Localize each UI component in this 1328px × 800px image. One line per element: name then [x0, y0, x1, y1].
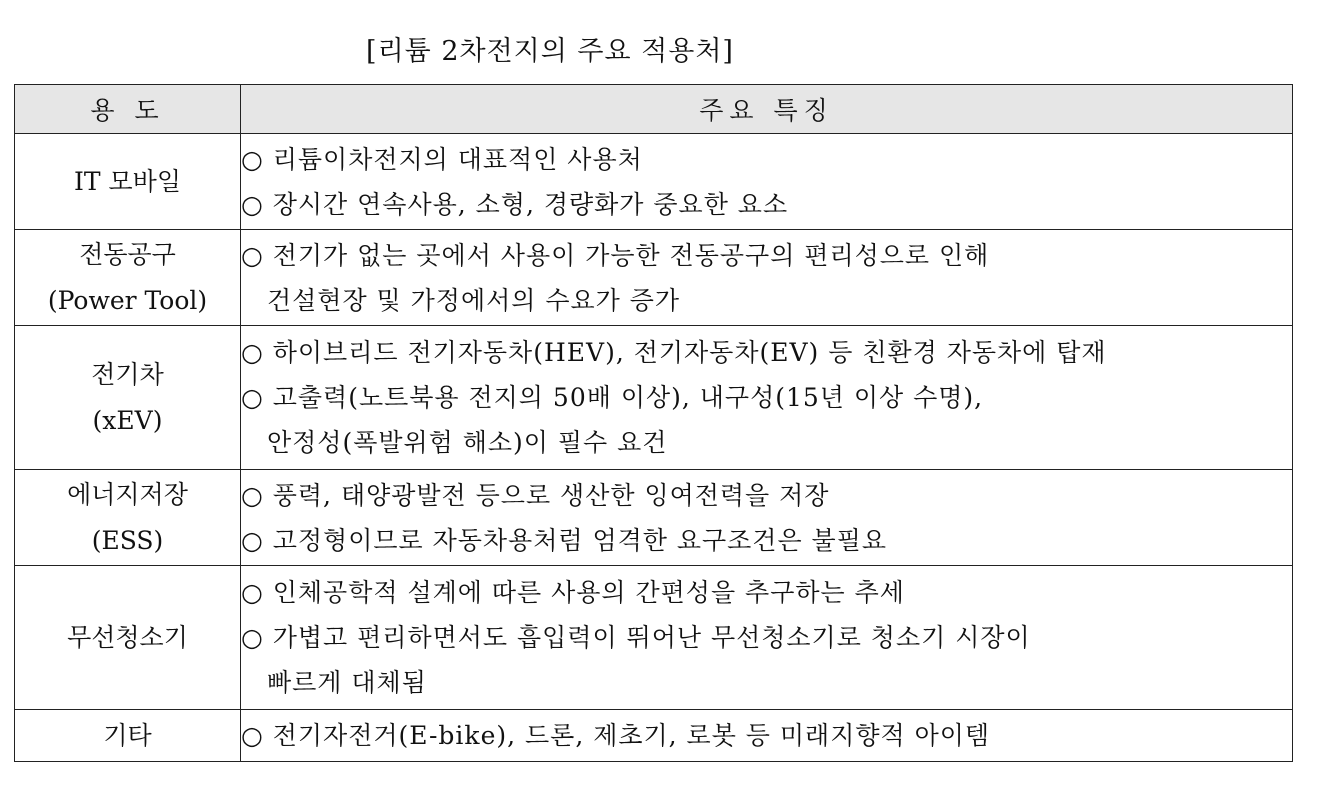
- feature-line: ○ 장시간 연속사용, 소형, 경량화가 중요한 요소: [241, 189, 789, 219]
- feature-line-continued: 건설현장 및 가정에서의 수요가 증가: [267, 285, 681, 315]
- table-row: [15, 134, 1293, 230]
- row-use-cell: [15, 326, 241, 470]
- row-features-cell: [241, 566, 1293, 710]
- row-use-cell: [15, 470, 241, 566]
- feature-line: ○ 풍력, 태양광발전 등으로 생산한 잉여전력을 저장: [241, 480, 830, 510]
- row-features-cell: [241, 326, 1293, 470]
- row-use-label: 에너지저장: [67, 479, 188, 509]
- feature-line-continued: 안정성(폭발위험 해소)이 필수 요건: [267, 428, 668, 457]
- row-use-sublabel: (ESS): [91, 525, 164, 555]
- table-header-row: [15, 85, 1293, 134]
- feature-line: ○ 전기가 없는 곳에서 사용이 가능한 전동공구의 편리성으로 인해: [241, 240, 990, 270]
- feature-line: ○ 전기자전거(E-bike), 드론, 제초기, 로봇 등 미래지향적 아이템: [241, 721, 991, 750]
- header-use: 용 도: [15, 85, 241, 134]
- feature-line-continued: 빠르게 대체됨: [267, 668, 427, 697]
- table-row: [15, 566, 1293, 710]
- table-title: [리튬 2차전지의 주요 적용처]: [366, 36, 734, 67]
- table-row: [15, 230, 1293, 326]
- feature-line: ○ 고출력(노트북용 전지의 50배 이상), 내구성(15년 이상 수명),: [241, 383, 984, 412]
- row-use-label: 전동공구: [79, 239, 176, 269]
- row-use-cell: [15, 566, 241, 710]
- feature-line: ○ 리튬이차전지의 대표적인 사용처: [241, 144, 643, 174]
- row-use-label: IT 모바일: [74, 166, 181, 196]
- feature-line: ○ 가볍고 편리하면서도 흡입력이 뛰어난 무선청소기로 청소기 시장이: [241, 623, 1031, 652]
- row-use-label: 무선청소기: [67, 622, 188, 652]
- applications-table: [14, 84, 1293, 762]
- row-use-cell: [15, 230, 241, 326]
- row-features-cell: [241, 230, 1293, 326]
- table-row: [15, 710, 1293, 762]
- row-use-label: 전기차: [91, 359, 164, 389]
- feature-line: ○ 하이브리드 전기자동차(HEV), 전기자동차(EV) 등 친환경 자동차에 탑재: [241, 338, 1107, 367]
- row-features-cell: [241, 710, 1293, 762]
- row-features-cell: [241, 134, 1293, 230]
- table-row: [15, 326, 1293, 470]
- row-use-sublabel: (Power Tool): [47, 285, 208, 315]
- row-features-cell: [241, 470, 1293, 566]
- feature-line: ○ 고정형이므로 자동차용처럼 엄격한 요구조건은 불필요: [241, 525, 887, 555]
- row-use-sublabel: (xEV): [92, 405, 163, 435]
- header-features: 주요 특징: [241, 85, 1293, 134]
- row-use-cell: [15, 710, 241, 762]
- row-use-cell: [15, 134, 241, 230]
- row-use-label: 기타: [103, 720, 152, 750]
- feature-line: ○ 인체공학적 설계에 따른 사용의 간편성을 추구하는 추세: [241, 578, 905, 607]
- table-row: [15, 470, 1293, 566]
